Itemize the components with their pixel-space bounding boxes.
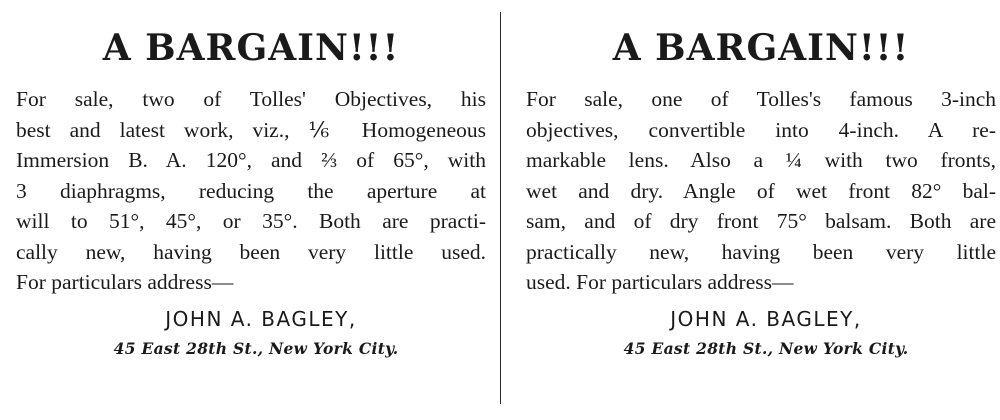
right-body-line-1: For sale, one of Tolles's famous 3-inch [526, 87, 996, 111]
right-body-line-6: practically new, having been very little [526, 239, 996, 264]
left-body-line-3: Immersion B. A. 120°, and ⅔ of 65°, with [16, 148, 486, 172]
right-body-line-2: objectives, convertible into 4-inch. A re- [526, 117, 996, 142]
left-body-line-5: will to 51°, 45°, or 35°. Both are practi- [16, 209, 486, 233]
left-advertisement [16, 24, 486, 364]
left-body-line-2: best and latest work, viz., ⅙ Homogeneous [16, 117, 486, 142]
left-body-line-7: For particulars address— [16, 270, 234, 294]
right-body-line-3: markable lens. Also a ¼ with two fronts, [526, 148, 996, 172]
left-body-line-1: For sale, two of Tolles' Objectives, his [16, 87, 486, 111]
right-headline: A BARGAIN!!! [612, 27, 910, 69]
left-contact-name: JOHN A. BAGLEY, [165, 306, 357, 331]
left-body-text [16, 84, 486, 298]
right-body-text [526, 84, 996, 298]
right-advertisement [526, 24, 996, 364]
column-divider [500, 12, 501, 404]
left-headline: A BARGAIN!!! [102, 27, 400, 69]
right-body-line-5: sam, and of dry front 75° balsam. Both are [526, 209, 996, 233]
left-body-line-4: 3 diaphragms, reducing the aperture at [16, 178, 486, 203]
right-contact-address: 45 East 28th St., New York City. [623, 338, 909, 358]
right-contact-name: JOHN A. BAGLEY, [670, 306, 862, 331]
right-body-line-7: used. For particulars address— [526, 270, 794, 294]
left-contact-address: 45 East 28th St., New York City. [113, 338, 399, 358]
left-body-line-6: cally new, having been very little used. [16, 239, 486, 264]
right-body-line-4: wet and dry. Angle of wet front 82° bal- [526, 178, 996, 203]
